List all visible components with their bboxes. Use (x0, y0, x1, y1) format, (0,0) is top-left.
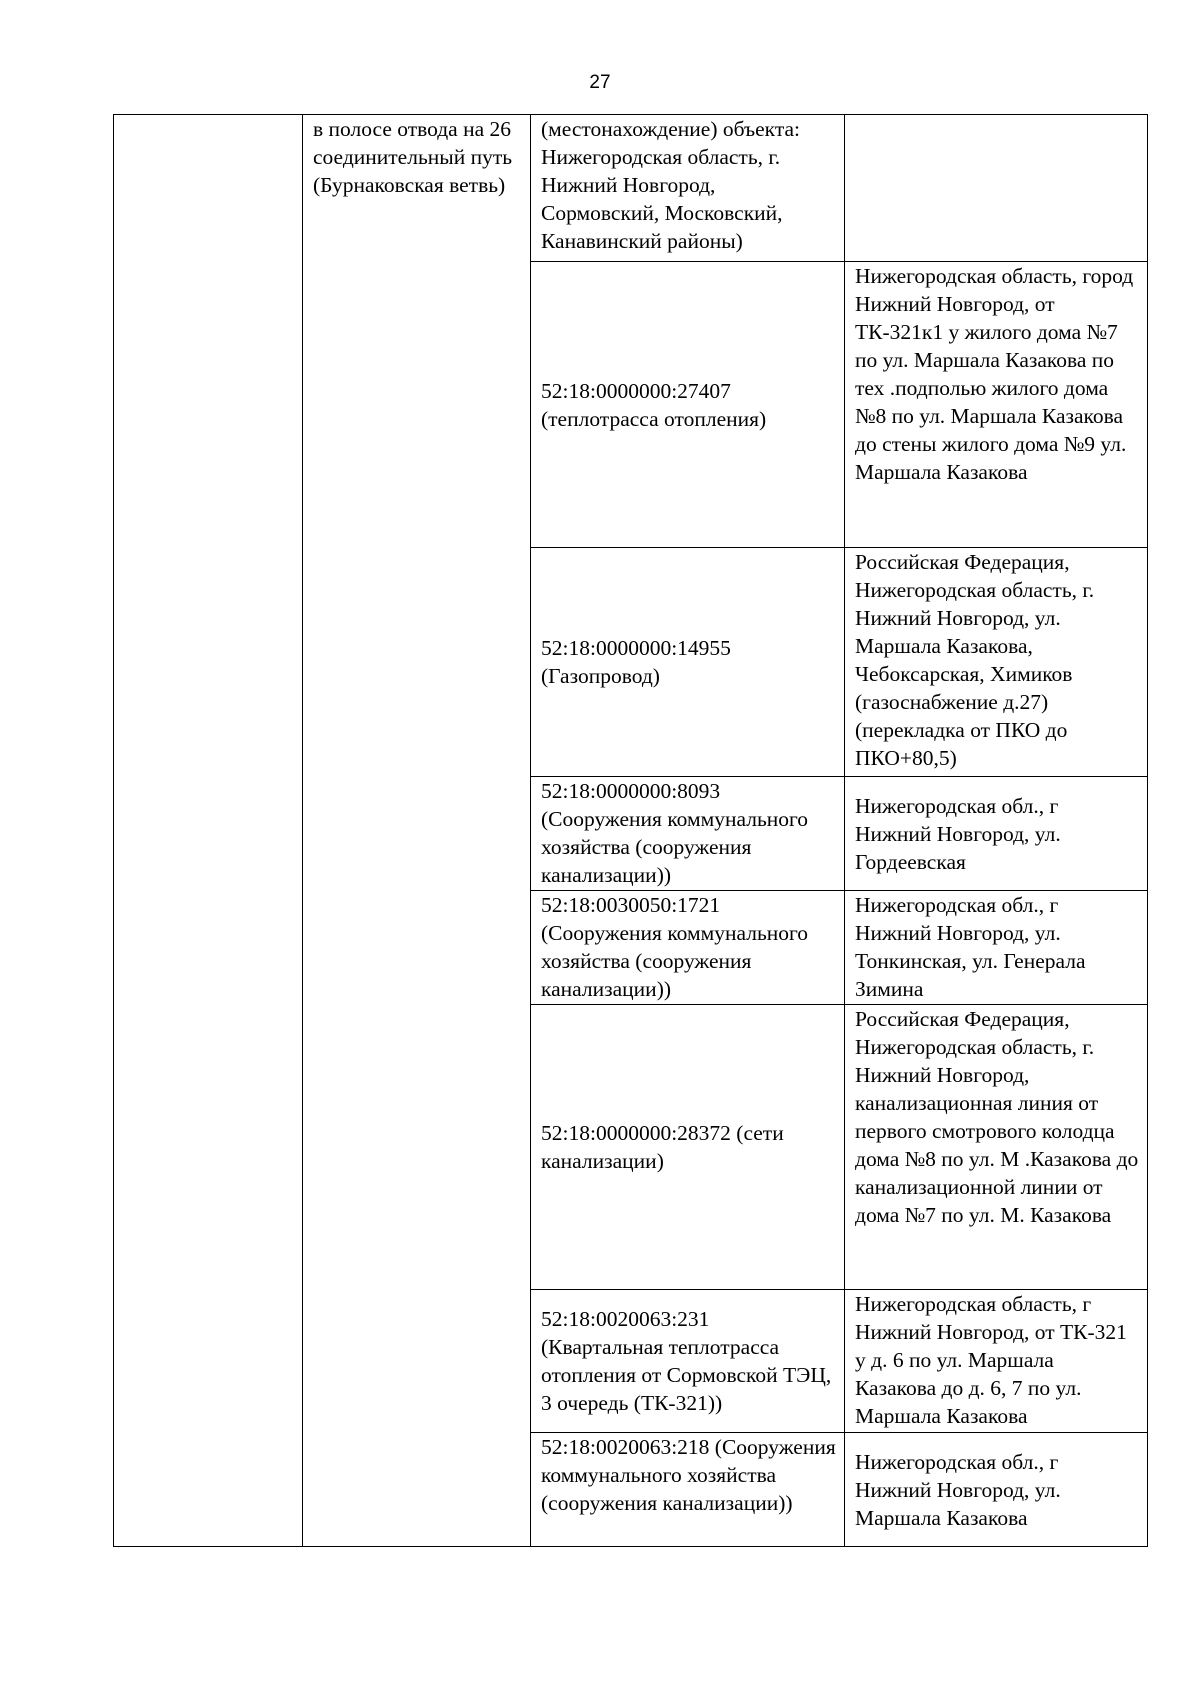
table-cell-address: Нижегородская обл., г Нижний Новгород, ул. Маршала Казакова (845, 1433, 1148, 1547)
page-number: 27 (589, 72, 611, 93)
table-cell-address: Российская Федерация, Нижегородская область, г. Нижний Новгород, ул. Маршала Казакова, Чебоксарская, Химиков (газоснабжение д.27) (перекладка от ПКО до ПКО+80,5) (845, 548, 1148, 777)
table-cell-address: Нижегородская обл., г Нижний Новгород, ул. Гордеевская (845, 777, 1148, 891)
table-cell-object: 52:18:0000000:28372 (сети канализации) (531, 1005, 845, 1290)
table-cell-address: Нижегородская область, город Нижний Новгород, от ТК-321к1 у жилого дома №7 по ул. Маршала Казакова по тех .подполью жилого дома №8 по ул. Маршала Казакова до стены жилого дома №9 ул. Маршала Казакова (845, 262, 1148, 548)
table-cell-number (114, 115, 303, 1547)
table-cell-object: 52:18:0030050:1721 (Сооружения коммунального хозяйства (сооружения канализации)) (531, 891, 845, 1005)
table-cell-object: 52:18:0000000:8093 (Сооружения коммунального хозяйства (сооружения канализации)) (531, 777, 845, 891)
table-cell-address: Нижегородская область, г Нижний Новгород, от ТК-321 у д. 6 по ул. Маршала Казакова до д. 6, 7 по ул. Маршала Казакова (845, 1290, 1148, 1433)
table-cell-object: 52:18:0000000:14955 (Газопровод) (531, 548, 845, 777)
table-cell-address: Российская Федерация, Нижегородская область, г. Нижний Новгород, канализационная линия от первого смотрового колодца дома №8 по ул. М .Казакова до канализационной линии от дома №7 по ул. М. Казакова (845, 1005, 1148, 1290)
table-cell-location: в полосе отвода на 26 соединительный путь (Бурнаковская ветвь) (303, 115, 531, 1547)
table-cell-object: 52:18:0020063:231 (Квартальная теплотрасса отопления от Сормовской ТЭЦ, 3 очередь (ТК-321)) (531, 1290, 845, 1433)
table-row (114, 115, 1148, 262)
objects-table (113, 114, 1148, 1547)
table-cell-address: Нижегородская обл., г Нижний Новгород, ул. Тонкинская, ул. Генерала Зимина (845, 891, 1148, 1005)
table-cell-object: (местонахождение) объекта: Нижегородская область, г. Нижний Новгород, Сормовский, Московский, Канавинский районы) (531, 115, 845, 262)
table-cell-address (845, 115, 1148, 262)
table-cell-object: 52:18:0020063:218 (Сооружения коммунального хозяйства (сооружения канализации)) (531, 1433, 845, 1547)
table-cell-object: 52:18:0000000:27407 (теплотрасса отопления) (531, 262, 845, 548)
